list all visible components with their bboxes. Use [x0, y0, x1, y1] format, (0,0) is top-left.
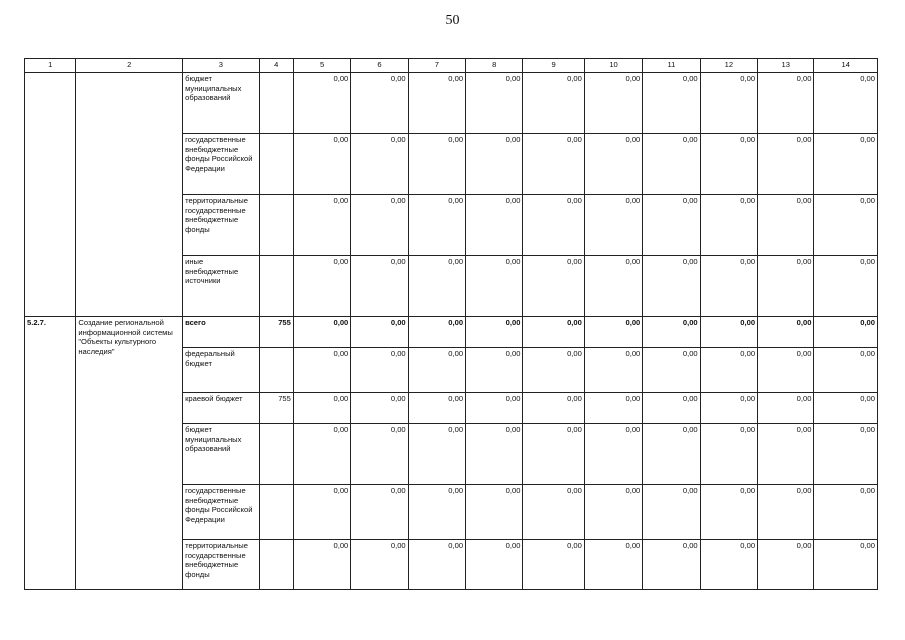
value-cell: 0,00 — [758, 393, 814, 424]
value-cell: 0,00 — [351, 485, 408, 540]
value-cell: 0,00 — [466, 317, 523, 348]
value-cell: 0,00 — [466, 73, 523, 134]
value-cell: 0,00 — [643, 256, 700, 317]
item-name-cell: Создание региональной информационной системы "Объекты культурного наследия" — [76, 317, 183, 590]
value-cell: 0,00 — [408, 348, 465, 393]
value-cell: 0,00 — [466, 393, 523, 424]
column-number-cell: 13 — [758, 59, 814, 73]
value-cell: 0,00 — [584, 73, 642, 134]
value-cell: 0,00 — [700, 256, 757, 317]
value-cell: 0,00 — [758, 540, 814, 590]
page-number: 50 — [445, 13, 460, 28]
column-number-cell: 6 — [351, 59, 408, 73]
funding-source-cell: территориальные государственные внебюджетные фонды — [183, 195, 260, 256]
column-number-cell: 7 — [408, 59, 465, 73]
value-cell: 0,00 — [351, 348, 408, 393]
column-number-cell: 1 — [25, 59, 76, 73]
value-cell: 0,00 — [351, 256, 408, 317]
value-cell: 0,00 — [408, 317, 465, 348]
value-cell: 0,00 — [408, 393, 465, 424]
value-cell: 0,00 — [814, 195, 878, 256]
code-column-cell: 755 — [259, 393, 293, 424]
value-cell: 0,00 — [584, 317, 642, 348]
value-cell: 0,00 — [351, 424, 408, 485]
value-cell: 0,00 — [523, 73, 584, 134]
value-cell: 0,00 — [584, 540, 642, 590]
value-cell: 0,00 — [758, 485, 814, 540]
value-cell: 0,00 — [408, 540, 465, 590]
value-cell: 0,00 — [643, 73, 700, 134]
value-cell: 0,00 — [293, 424, 350, 485]
funding-source-cell: федеральный бюджет — [183, 348, 260, 393]
column-number-cell: 8 — [466, 59, 523, 73]
value-cell: 0,00 — [523, 134, 584, 195]
code-column-cell — [259, 424, 293, 485]
value-cell: 0,00 — [351, 134, 408, 195]
value-cell: 0,00 — [814, 317, 878, 348]
code-column-cell — [259, 540, 293, 590]
code-column-cell: 755 — [259, 317, 293, 348]
value-cell: 0,00 — [584, 393, 642, 424]
code-column-cell — [259, 485, 293, 540]
value-cell: 0,00 — [523, 195, 584, 256]
code-column-cell — [259, 134, 293, 195]
funding-source-cell: государственные внебюджетные фонды Российской Федерации — [183, 485, 260, 540]
value-cell: 0,00 — [814, 485, 878, 540]
column-number-cell: 2 — [76, 59, 183, 73]
column-number-cell: 14 — [814, 59, 878, 73]
value-cell: 0,00 — [700, 540, 757, 590]
value-cell: 0,00 — [643, 485, 700, 540]
funding-source-cell: бюджет муниципальных образований — [183, 73, 260, 134]
item-name-cell — [76, 73, 183, 317]
column-number-cell: 10 — [584, 59, 642, 73]
value-cell: 0,00 — [293, 195, 350, 256]
value-cell: 0,00 — [643, 540, 700, 590]
value-cell: 0,00 — [758, 424, 814, 485]
column-number-cell: 12 — [700, 59, 757, 73]
value-cell: 0,00 — [758, 195, 814, 256]
value-cell: 0,00 — [351, 540, 408, 590]
value-cell: 0,00 — [814, 424, 878, 485]
code-column-cell — [259, 256, 293, 317]
value-cell: 0,00 — [351, 195, 408, 256]
value-cell: 0,00 — [466, 134, 523, 195]
value-cell: 0,00 — [643, 195, 700, 256]
value-cell: 0,00 — [814, 348, 878, 393]
value-cell: 0,00 — [758, 317, 814, 348]
value-cell: 0,00 — [584, 195, 642, 256]
value-cell: 0,00 — [408, 256, 465, 317]
value-cell: 0,00 — [293, 73, 350, 134]
value-cell: 0,00 — [814, 256, 878, 317]
funding-source-cell: иные внебюджетные источники — [183, 256, 260, 317]
value-cell: 0,00 — [466, 348, 523, 393]
table-row — [25, 317, 878, 348]
value-cell: 0,00 — [700, 134, 757, 195]
value-cell: 0,00 — [523, 317, 584, 348]
value-cell: 0,00 — [408, 73, 465, 134]
value-cell: 0,00 — [643, 317, 700, 348]
funding-source-cell: бюджет муниципальных образований — [183, 424, 260, 485]
value-cell: 0,00 — [700, 424, 757, 485]
value-cell: 0,00 — [351, 317, 408, 348]
value-cell: 0,00 — [466, 540, 523, 590]
value-cell: 0,00 — [814, 540, 878, 590]
code-column-cell — [259, 348, 293, 393]
value-cell: 0,00 — [408, 195, 465, 256]
value-cell: 0,00 — [814, 73, 878, 134]
value-cell: 0,00 — [758, 73, 814, 134]
value-cell: 0,00 — [293, 256, 350, 317]
value-cell: 0,00 — [584, 134, 642, 195]
value-cell: 0,00 — [293, 540, 350, 590]
table-row — [25, 73, 878, 134]
value-cell: 0,00 — [293, 317, 350, 348]
value-cell: 0,00 — [700, 393, 757, 424]
value-cell: 0,00 — [584, 485, 642, 540]
value-cell: 0,00 — [700, 485, 757, 540]
value-cell: 0,00 — [466, 424, 523, 485]
funding-source-cell: государственные внебюджетные фонды Российской Федерации — [183, 134, 260, 195]
value-cell: 0,00 — [408, 134, 465, 195]
value-cell: 0,00 — [466, 256, 523, 317]
value-cell: 0,00 — [584, 424, 642, 485]
value-cell: 0,00 — [523, 424, 584, 485]
value-cell: 0,00 — [700, 317, 757, 348]
column-number-cell: 9 — [523, 59, 584, 73]
column-number-cell: 5 — [293, 59, 350, 73]
value-cell: 0,00 — [758, 348, 814, 393]
value-cell: 0,00 — [293, 393, 350, 424]
value-cell: 0,00 — [523, 393, 584, 424]
value-cell: 0,00 — [758, 256, 814, 317]
value-cell: 0,00 — [700, 348, 757, 393]
item-code-cell — [25, 73, 76, 317]
code-column-cell — [259, 195, 293, 256]
column-numbers-row — [25, 59, 878, 73]
value-cell: 0,00 — [351, 393, 408, 424]
value-cell: 0,00 — [814, 393, 878, 424]
value-cell: 0,00 — [643, 424, 700, 485]
value-cell: 0,00 — [408, 485, 465, 540]
value-cell: 0,00 — [584, 348, 642, 393]
value-cell: 0,00 — [643, 393, 700, 424]
value-cell: 0,00 — [466, 195, 523, 256]
column-number-cell: 3 — [183, 59, 260, 73]
value-cell: 0,00 — [523, 485, 584, 540]
value-cell: 0,00 — [700, 73, 757, 134]
column-number-cell: 4 — [259, 59, 293, 73]
value-cell: 0,00 — [643, 134, 700, 195]
value-cell: 0,00 — [814, 134, 878, 195]
value-cell: 0,00 — [408, 424, 465, 485]
funding-source-cell: территориальные государственные внебюджетные фонды — [183, 540, 260, 590]
value-cell: 0,00 — [758, 134, 814, 195]
item-code-cell: 5.2.7. — [25, 317, 76, 590]
value-cell: 0,00 — [293, 348, 350, 393]
budget-table — [24, 58, 878, 590]
value-cell: 0,00 — [700, 195, 757, 256]
value-cell: 0,00 — [466, 485, 523, 540]
column-number-cell: 11 — [643, 59, 700, 73]
value-cell: 0,00 — [523, 348, 584, 393]
value-cell: 0,00 — [523, 540, 584, 590]
value-cell: 0,00 — [293, 485, 350, 540]
value-cell: 0,00 — [523, 256, 584, 317]
value-cell: 0,00 — [293, 134, 350, 195]
funding-source-cell: краевой бюджет — [183, 393, 260, 424]
funding-source-cell: всего — [183, 317, 260, 348]
value-cell: 0,00 — [584, 256, 642, 317]
value-cell: 0,00 — [643, 348, 700, 393]
value-cell: 0,00 — [351, 73, 408, 134]
code-column-cell — [259, 73, 293, 134]
